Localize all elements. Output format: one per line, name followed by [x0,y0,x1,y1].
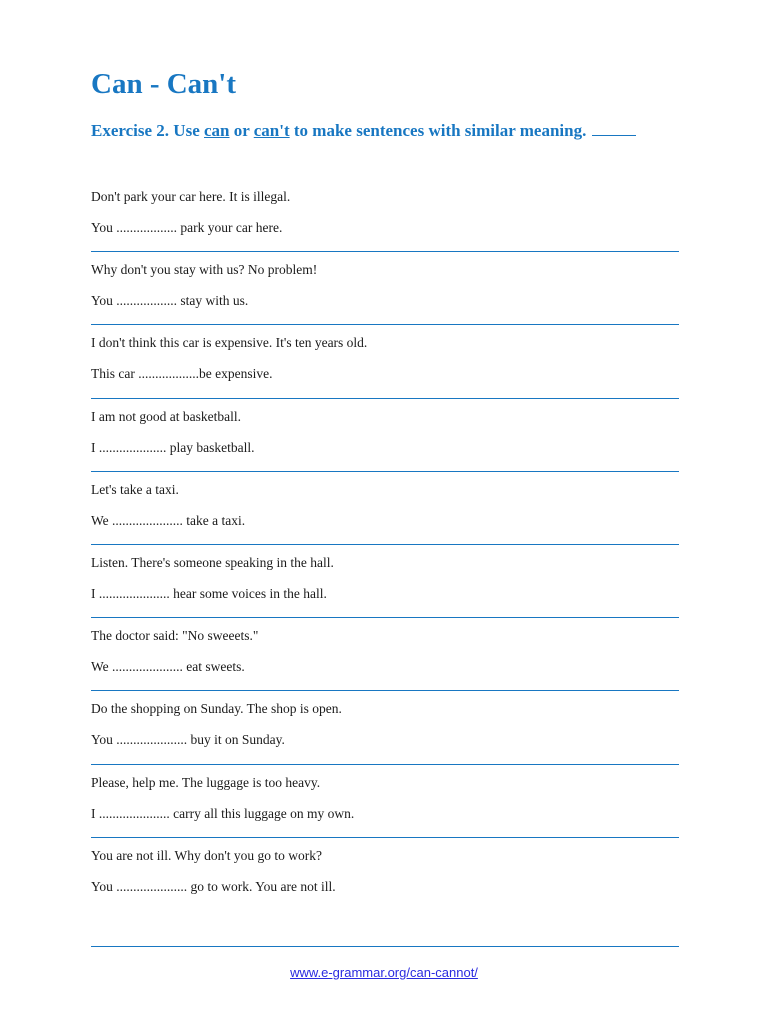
exercise-item [91,252,679,325]
score-blank[interactable] [592,121,636,136]
instruction-word-cant: can't [253,121,290,140]
exercise-answer-line[interactable]: I .................... play basketball. [91,439,255,455]
exercise-answer-line[interactable]: We ..................... take a taxi. [91,512,246,528]
page-title: Can - Can't [91,68,237,100]
exercise-answer-line[interactable]: You .................. stay with us. [91,293,249,309]
exercise-item [91,691,679,764]
instruction-suffix: to make sentences with similar meaning. [289,121,587,140]
exercise-answer-line[interactable]: I ..................... carry all this luggage on my own. [91,805,355,821]
exercise-prompt: Don't park your car here. It is illegal. [91,189,291,204]
exercise-item [91,765,679,838]
instruction-word-can: can [204,121,230,140]
exercise-item [91,838,679,911]
exercise-answer-line[interactable]: This car ..................be expensive. [91,366,273,382]
instruction-prefix: Exercise 2. Use [91,121,204,140]
exercise-answer-line[interactable]: You ..................... go to work. You are not ill. [91,878,336,894]
exercise-prompt: Do the shopping on Sunday. The shop is open. [91,701,342,717]
exercise-item [91,179,679,252]
exercise-prompt: Please, help me. The luggage is too heavy. [91,774,321,790]
exercise-prompt: You are not ill. Why don't you go to work? [91,847,323,863]
exercise-item [91,545,679,618]
exercise-answer-line[interactable]: I ..................... hear some voices in the hall. [91,585,327,601]
exercise-item [91,618,679,691]
exercise-list [91,179,679,911]
exercise-prompt: Let's take a taxi. [91,481,179,497]
exercise-prompt: I don't think this car is expensive. It's ten years old. [91,335,368,351]
exercise-instruction [91,121,636,141]
footer-link[interactable]: www.e-grammar.org/can-cannot/ [290,965,478,980]
exercise-answer-line[interactable]: We ..................... eat sweets. [91,659,245,675]
exercise-answer-line[interactable]: You .................. park your car here. [91,220,283,235]
exercise-item [91,472,679,545]
exercise-answer-line[interactable]: You ..................... buy it on Sunday. [91,732,285,748]
instruction-middle: or [229,121,254,140]
exercise-prompt: Why don't you stay with us? No problem! [91,262,318,278]
exercise-item [91,399,679,472]
exercise-prompt: I am not good at basketball. [91,408,241,424]
footer-divider [91,946,679,947]
exercise-item [91,325,679,398]
exercise-prompt: The doctor said: "No sweeets." [91,628,259,644]
exercise-prompt: Listen. There's someone speaking in the hall. [91,554,334,570]
